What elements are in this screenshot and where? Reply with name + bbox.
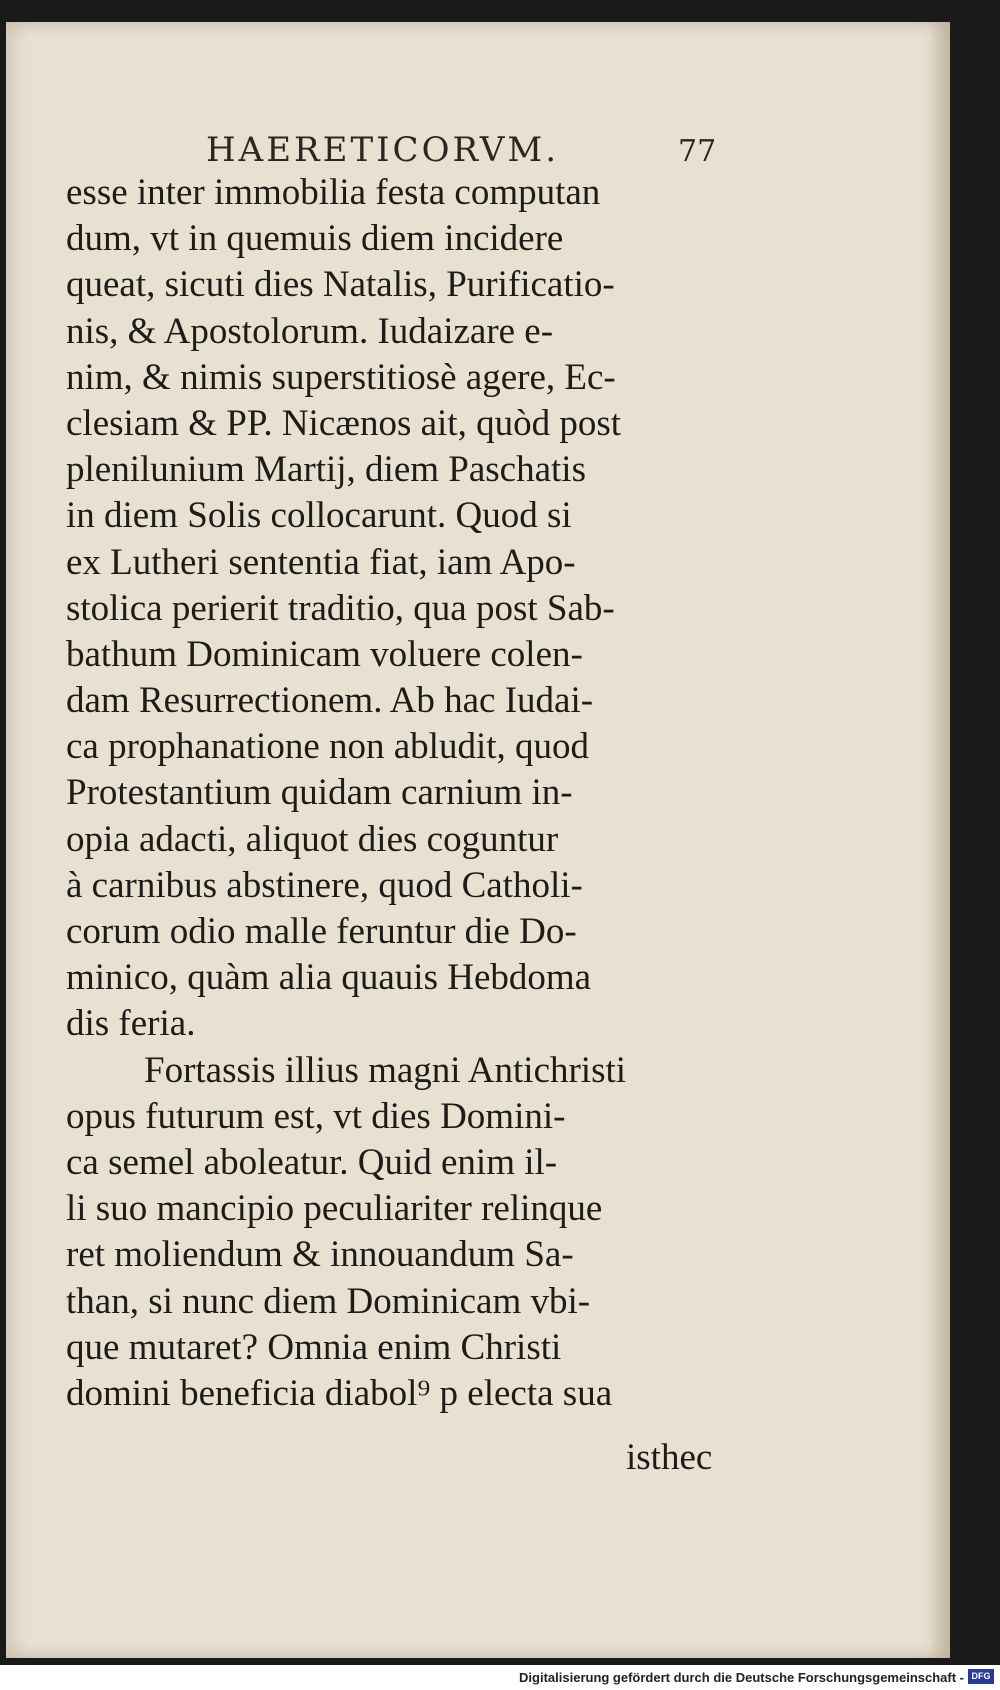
text-line: ca prophanatione non abludit, quod: [66, 726, 590, 768]
text-line: bathum Dominicam voluere colen-: [66, 633, 583, 675]
text-line: minico, quàm alia quauis Hebdoma: [66, 957, 592, 999]
text-line: li suo mancipio peculiariter relinque: [66, 1188, 603, 1230]
text-line: ca semel aboleatur. Quid enim il-: [66, 1141, 558, 1183]
text-line: than, si nunc diem Dominicam vbi-: [66, 1280, 591, 1322]
dfg-logo-icon: DFG: [968, 1669, 994, 1684]
text-line: plenilunium Martij, diem Paschatis: [66, 449, 586, 491]
text-line: opus futurum est, vt dies Domini-: [66, 1095, 566, 1137]
digitization-footer: [0, 1665, 1000, 1690]
text-line: dis feria.: [66, 1003, 196, 1045]
text-line: dum, vt in quemuis diem incidere: [66, 218, 564, 260]
text-line: que mutaret? Omnia enim Christi: [66, 1326, 562, 1368]
text-line: in diem Solis collocarunt. Quod si: [66, 495, 572, 537]
running-head-title: HAERETICORVM.: [206, 130, 560, 170]
running-head: [6, 130, 950, 174]
text-line: Protestantium quidam carnium in-: [66, 772, 573, 814]
page-number: 77: [678, 134, 717, 169]
text-line: ex Lutheri sententia fiat, iam Apo-: [66, 541, 576, 583]
text-line: ret moliendum & innouandum Sa-: [66, 1234, 574, 1276]
book-page: [6, 22, 950, 1658]
text-line: nim, & nimis superstitiosè agere, Ec-: [66, 356, 616, 398]
paragraph-start-line: Fortassis illius magni Antichristi: [144, 1049, 627, 1091]
catchword: isthec: [626, 1437, 713, 1478]
text-line: opia adacti, aliquot dies coguntur: [66, 818, 559, 860]
text-line: dam Resurrectionem. Ab hac Iudai-: [66, 680, 594, 722]
text-line: corum odio malle feruntur die Do-: [66, 911, 577, 952]
text-line: esse inter immobilia festa computan: [66, 172, 601, 213]
text-line: à carnibus abstinere, quod Catholi-: [66, 864, 583, 906]
text-line: domini beneficia diabol⁹ p electa sua: [66, 1372, 613, 1414]
text-line: stolica perierit traditio, qua post Sab-: [66, 587, 615, 629]
text-line: nis, & Apostolorum. Iudaizare e-: [66, 310, 554, 352]
footer-credit: Digitalisierung gefördert durch die Deutsche Forschungsgemeinschaft -: [519, 1670, 964, 1685]
body-text: [66, 170, 738, 1417]
text-line: clesiam & PP. Nicænos ait, quòd post: [66, 402, 621, 444]
text-line: queat, sicuti dies Natalis, Purificatio-: [66, 264, 615, 306]
